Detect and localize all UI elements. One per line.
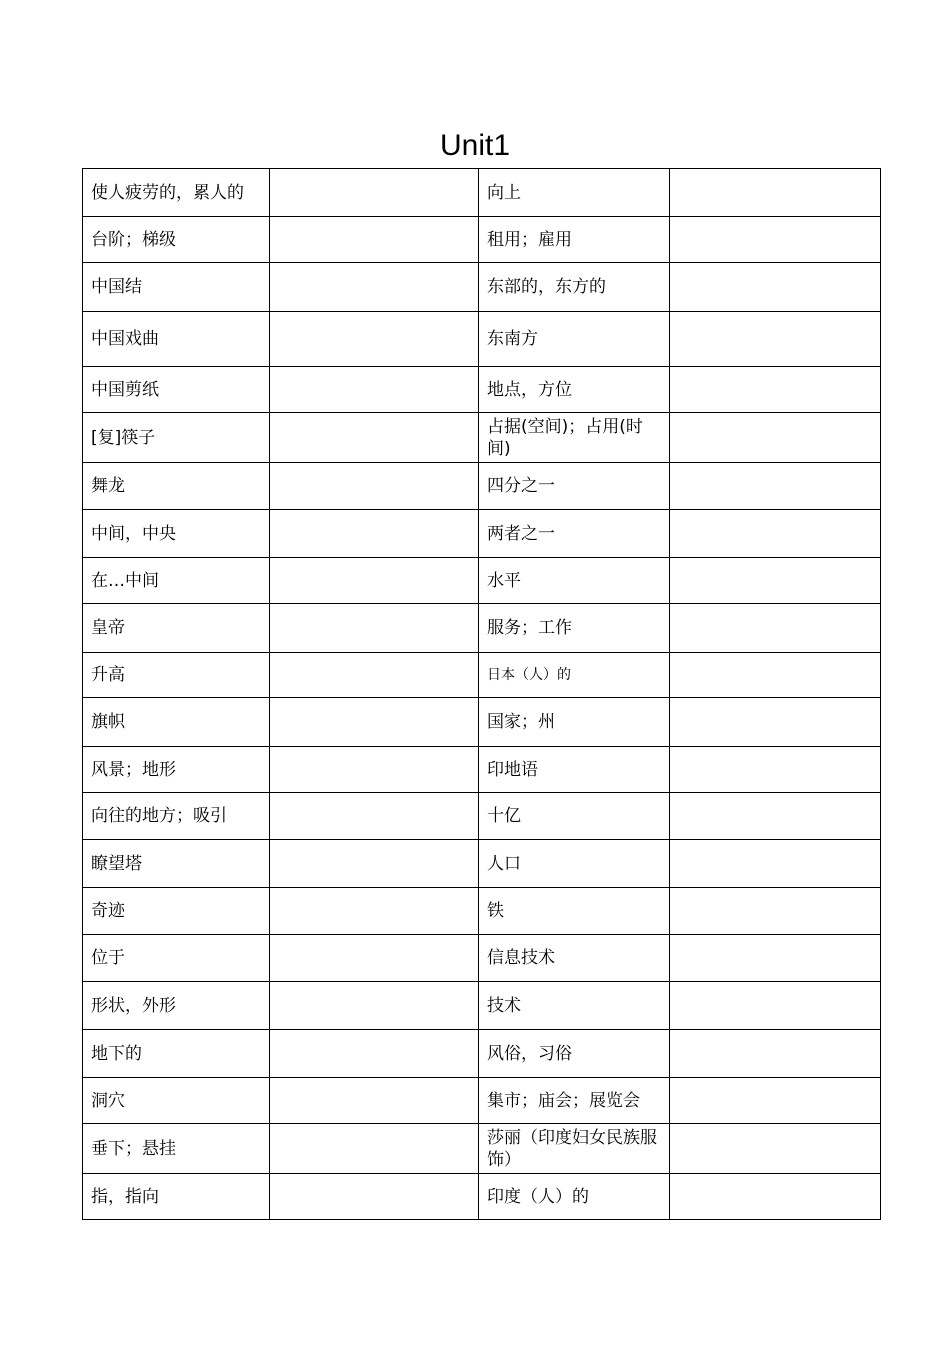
- chinese-term-left: 位于: [83, 935, 270, 982]
- answer-cell-left[interactable]: [270, 312, 479, 367]
- table-row: [83, 263, 881, 312]
- chinese-term-left: 台阶；梯级: [83, 217, 270, 263]
- table-row: [83, 217, 881, 263]
- chinese-term-right: 占据(空间)；占用(时间): [479, 413, 670, 463]
- table-row: [83, 1124, 881, 1174]
- chinese-term-left: 风景；地形: [83, 747, 270, 793]
- chinese-term-right: 人口: [479, 840, 670, 888]
- answer-cell-right[interactable]: [670, 935, 881, 982]
- table-row: [83, 413, 881, 463]
- chinese-term-right: 两者之一: [479, 510, 670, 558]
- table-row: [83, 312, 881, 367]
- answer-cell-left[interactable]: [270, 982, 479, 1030]
- table-row: [83, 463, 881, 510]
- chinese-term-left: 垂下；悬挂: [83, 1124, 270, 1174]
- chinese-term-left: 中国结: [83, 263, 270, 312]
- answer-cell-left[interactable]: [270, 840, 479, 888]
- chinese-term-right: 铁: [479, 888, 670, 935]
- table-row: [83, 367, 881, 413]
- chinese-term-right: 服务；工作: [479, 604, 670, 653]
- chinese-term-right: 东部的，东方的: [479, 263, 670, 312]
- table-row: [83, 169, 881, 217]
- answer-cell-right[interactable]: [670, 558, 881, 604]
- answer-cell-right[interactable]: [670, 982, 881, 1030]
- chinese-term-right: 水平: [479, 558, 670, 604]
- answer-cell-left[interactable]: [270, 463, 479, 510]
- answer-cell-right[interactable]: [670, 169, 881, 217]
- table-row: [83, 840, 881, 888]
- chinese-term-left: 洞穴: [83, 1078, 270, 1124]
- answer-cell-left[interactable]: [270, 935, 479, 982]
- chinese-term-left: 中国戏曲: [83, 312, 270, 367]
- answer-cell-left[interactable]: [270, 1124, 479, 1174]
- answer-cell-left[interactable]: [270, 1078, 479, 1124]
- table-row: [83, 1078, 881, 1124]
- answer-cell-right[interactable]: [670, 653, 881, 698]
- chinese-term-left: 地下的: [83, 1030, 270, 1078]
- table-row: [83, 698, 881, 747]
- chinese-term-left: 在…中间: [83, 558, 270, 604]
- answer-cell-right[interactable]: [670, 312, 881, 367]
- answer-cell-right[interactable]: [670, 263, 881, 312]
- chinese-term-right: 四分之一: [479, 463, 670, 510]
- chinese-term-right: 集市；庙会；展览会: [479, 1078, 670, 1124]
- chinese-term-left: 中国剪纸: [83, 367, 270, 413]
- answer-cell-right[interactable]: [670, 604, 881, 653]
- table-row: [83, 747, 881, 793]
- table-row: [83, 982, 881, 1030]
- chinese-term-left: 旗帜: [83, 698, 270, 747]
- chinese-term-left: 皇帝: [83, 604, 270, 653]
- chinese-term-left: 升高: [83, 653, 270, 698]
- chinese-term-right: 技术: [479, 982, 670, 1030]
- chinese-term-right: 东南方: [479, 312, 670, 367]
- answer-cell-right[interactable]: [670, 217, 881, 263]
- answer-cell-left[interactable]: [270, 1174, 479, 1220]
- answer-cell-left[interactable]: [270, 888, 479, 935]
- chinese-term-left: 指，指向: [83, 1174, 270, 1220]
- table-row: [83, 935, 881, 982]
- chinese-term-right: 十亿: [479, 793, 670, 840]
- vocabulary-table: [82, 168, 881, 1220]
- table-row: [83, 604, 881, 653]
- table-row: [83, 1174, 881, 1220]
- chinese-term-right: 风俗，习俗: [479, 1030, 670, 1078]
- answer-cell-left[interactable]: [270, 558, 479, 604]
- answer-cell-right[interactable]: [670, 413, 881, 463]
- answer-cell-right[interactable]: [670, 1124, 881, 1174]
- table-row: [83, 888, 881, 935]
- table-row: [83, 1030, 881, 1078]
- chinese-term-right: 日本（人）的: [479, 653, 670, 698]
- table-row: [83, 653, 881, 698]
- table-row: [83, 510, 881, 558]
- chinese-term-left: 瞭望塔: [83, 840, 270, 888]
- answer-cell-right[interactable]: [670, 698, 881, 747]
- answer-cell-left[interactable]: [270, 653, 479, 698]
- answer-cell-right[interactable]: [670, 510, 881, 558]
- answer-cell-left[interactable]: [270, 698, 479, 747]
- page-title: Unit1: [439, 129, 511, 162]
- answer-cell-left[interactable]: [270, 793, 479, 840]
- chinese-term-right: 地点，方位: [479, 367, 670, 413]
- answer-cell-right[interactable]: [670, 840, 881, 888]
- answer-cell-left[interactable]: [270, 263, 479, 312]
- chinese-term-right: 信息技术: [479, 935, 670, 982]
- chinese-term-right: 向上: [479, 169, 670, 217]
- chinese-term-left: [复]筷子: [83, 413, 270, 463]
- answer-cell-right[interactable]: [670, 1078, 881, 1124]
- answer-cell-left[interactable]: [270, 367, 479, 413]
- answer-cell-left[interactable]: [270, 747, 479, 793]
- chinese-term-left: 舞龙: [83, 463, 270, 510]
- answer-cell-left[interactable]: [270, 413, 479, 463]
- chinese-term-right: 印度（人）的: [479, 1174, 670, 1220]
- chinese-term-right: 莎丽（印度妇女民族服饰）: [479, 1124, 670, 1174]
- answer-cell-right[interactable]: [670, 1174, 881, 1220]
- chinese-term-right: 国家；州: [479, 698, 670, 747]
- table-row: [83, 558, 881, 604]
- answer-cell-left[interactable]: [270, 169, 479, 217]
- answer-cell-left[interactable]: [270, 1030, 479, 1078]
- answer-cell-right[interactable]: [670, 367, 881, 413]
- chinese-term-left: 使人疲劳的，累人的: [83, 169, 270, 217]
- chinese-term-left: 形状，外形: [83, 982, 270, 1030]
- chinese-term-right: 租用；雇用: [479, 217, 670, 263]
- answer-cell-left[interactable]: [270, 217, 479, 263]
- table-row: [83, 793, 881, 840]
- chinese-term-left: 奇迹: [83, 888, 270, 935]
- answer-cell-right[interactable]: [670, 463, 881, 510]
- answer-cell-left[interactable]: [270, 604, 479, 653]
- chinese-term-right: 印地语: [479, 747, 670, 793]
- answer-cell-right[interactable]: [670, 747, 881, 793]
- answer-cell-right[interactable]: [670, 888, 881, 935]
- answer-cell-right[interactable]: [670, 793, 881, 840]
- answer-cell-left[interactable]: [270, 510, 479, 558]
- chinese-term-left: 中间，中央: [83, 510, 270, 558]
- chinese-term-left: 向往的地方；吸引: [83, 793, 270, 840]
- answer-cell-right[interactable]: [670, 1030, 881, 1078]
